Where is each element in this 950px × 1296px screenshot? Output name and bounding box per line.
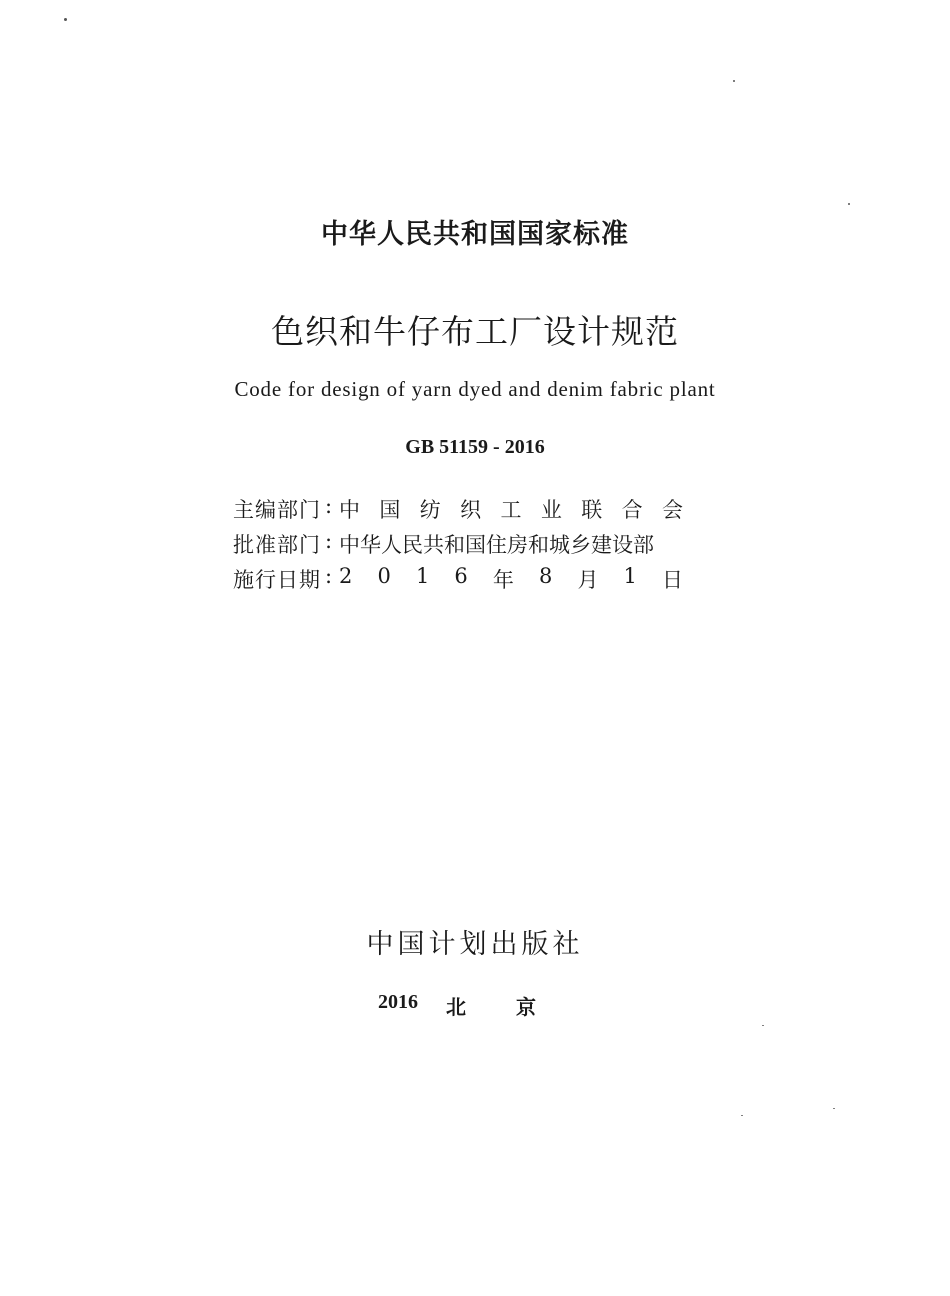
effective-date-label: 施行日期 — [233, 568, 321, 592]
standard-series-title: 中华人民共和国国家标准 — [321, 219, 629, 250]
editor-char: 国 — [379, 498, 401, 522]
imprint-line — [378, 991, 578, 1019]
date-char: 月 — [577, 568, 599, 592]
editor-char: 联 — [581, 498, 603, 522]
imprint-year: 2016 — [378, 991, 418, 1013]
effective-date-row — [233, 564, 693, 594]
scan-speck — [762, 1025, 764, 1026]
approver-department-colon: : — [325, 529, 333, 553]
editor-char: 会 — [662, 498, 683, 522]
editor-char: 工 — [500, 498, 522, 522]
approver-department-label: 批准部门 — [233, 533, 321, 557]
publisher-name: 中国计划出版社 — [366, 929, 584, 960]
approver-department-value: 中华人民共和国住房和城乡建设部 — [339, 533, 654, 557]
scan-speck — [848, 203, 850, 205]
editor-department-row — [233, 494, 693, 524]
editor-char: 中 — [339, 498, 360, 522]
standard-code: GB 51159 - 2016 — [405, 436, 545, 458]
date-char: 1 — [623, 564, 637, 588]
editor-char: 纺 — [419, 498, 441, 522]
scan-speck — [64, 18, 67, 21]
editor-char: 织 — [460, 498, 482, 522]
document-title-english: Code for design of yarn dyed and denim fabric plant — [234, 377, 716, 401]
imprint-city-char: 京 — [516, 995, 536, 1019]
date-char: 1 — [415, 564, 430, 588]
effective-date-colon: : — [325, 564, 333, 588]
date-char: 0 — [377, 564, 391, 588]
scan-speck — [741, 1115, 743, 1116]
editor-department-value — [339, 494, 683, 524]
date-char: 6 — [454, 564, 468, 588]
date-char: 日 — [662, 568, 683, 592]
editor-department-label: 主编部门 — [233, 498, 321, 522]
scan-speck — [733, 80, 735, 82]
document-title-chinese: 色织和牛仔布工厂设计规范 — [271, 312, 679, 351]
date-char: 2 — [339, 564, 353, 588]
editor-department-colon: : — [325, 494, 333, 518]
editor-char: 业 — [540, 498, 562, 522]
approver-department-row — [233, 529, 693, 559]
scan-speck — [833, 1108, 835, 1109]
editor-char: 合 — [621, 498, 643, 522]
imprint-city-char: 北 — [446, 995, 466, 1019]
date-char: 8 — [538, 564, 553, 588]
date-char: 年 — [492, 568, 514, 592]
effective-date-value — [339, 564, 683, 594]
